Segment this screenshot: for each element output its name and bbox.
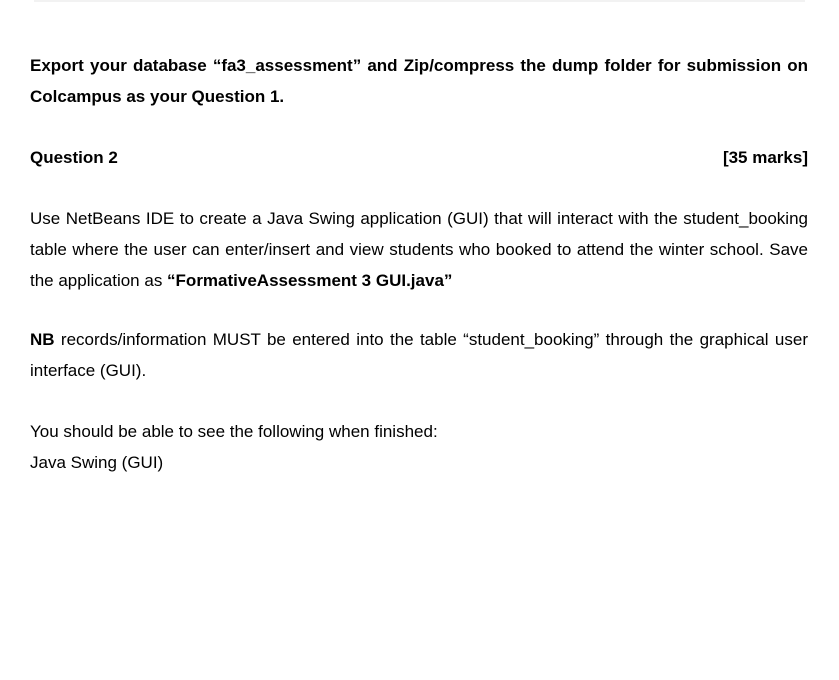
question-marks: [35 marks] [722, 148, 808, 167]
finish-item: Java Swing (GUI) [30, 453, 164, 472]
finish-instruction: You should be able to see the following when finished: [30, 422, 438, 441]
nb-note-text: records/information MUST be entered into the table “student_booking” through the graphical user interface (GUI). [30, 330, 808, 380]
question-1-instruction: Export your database “fa3_assessment” and Zip/compress the dump folder for submission on Colcampus as your Question 1. [30, 56, 808, 106]
application-filename: “FormativeAssessment 3 GUI.java” [167, 271, 453, 290]
question-header [30, 142, 808, 173]
document-page [30, 50, 808, 478]
nb-note [30, 324, 808, 386]
task-description [30, 203, 808, 296]
top-divider [34, 0, 805, 2]
task-description-text: Use NetBeans IDE to create a Java Swing application (GUI) that will interact with the student_booking table where the user can enter/insert and view students who booked to attend the winter school. Save the application as [30, 209, 808, 290]
nb-label: NB [30, 330, 55, 349]
question-title: Question 2 [30, 148, 118, 167]
